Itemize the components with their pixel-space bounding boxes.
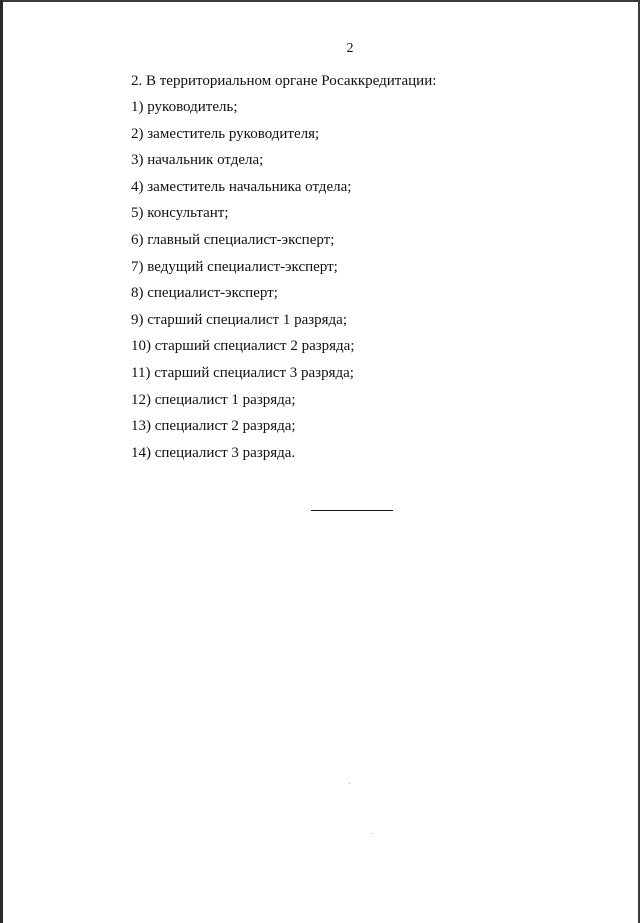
page-number: 2	[346, 41, 354, 56]
list-item: 2) заместитель руководителя;	[131, 125, 320, 142]
list-item: 10) старший специалист 2 разряда;	[131, 338, 355, 355]
list-item: 4) заместитель начальника отдела;	[131, 178, 352, 195]
scan-edge-top	[0, 0, 640, 2]
list-item: 12) специалист 1 разряда;	[131, 391, 296, 408]
scan-edge-left	[0, 0, 3, 923]
section-heading: 2. В территориальном органе Росаккредитации:	[131, 73, 437, 89]
list-item: 14) специалист 3 разряда.	[131, 444, 296, 461]
list-item: 1) руководитель;	[131, 99, 238, 115]
list-item: 3) начальник отдела;	[131, 152, 264, 169]
list-item: 5) консультант;	[131, 205, 229, 222]
list-item: 11) старший специалист 3 разряда;	[131, 364, 354, 381]
document-body	[131, 71, 571, 469]
list-item: 13) специалист 2 разряда;	[131, 418, 296, 435]
scan-speck	[349, 783, 350, 784]
list-item: 7) ведущий специалист-эксперт;	[131, 258, 338, 275]
scan-speck	[371, 833, 372, 834]
list-item: 8) специалист-эксперт;	[131, 285, 278, 302]
closing-rule	[311, 510, 393, 511]
list-item: 6) главный специалист-эксперт;	[131, 231, 335, 248]
list-item: 9) старший специалист 1 разряда;	[131, 311, 348, 328]
